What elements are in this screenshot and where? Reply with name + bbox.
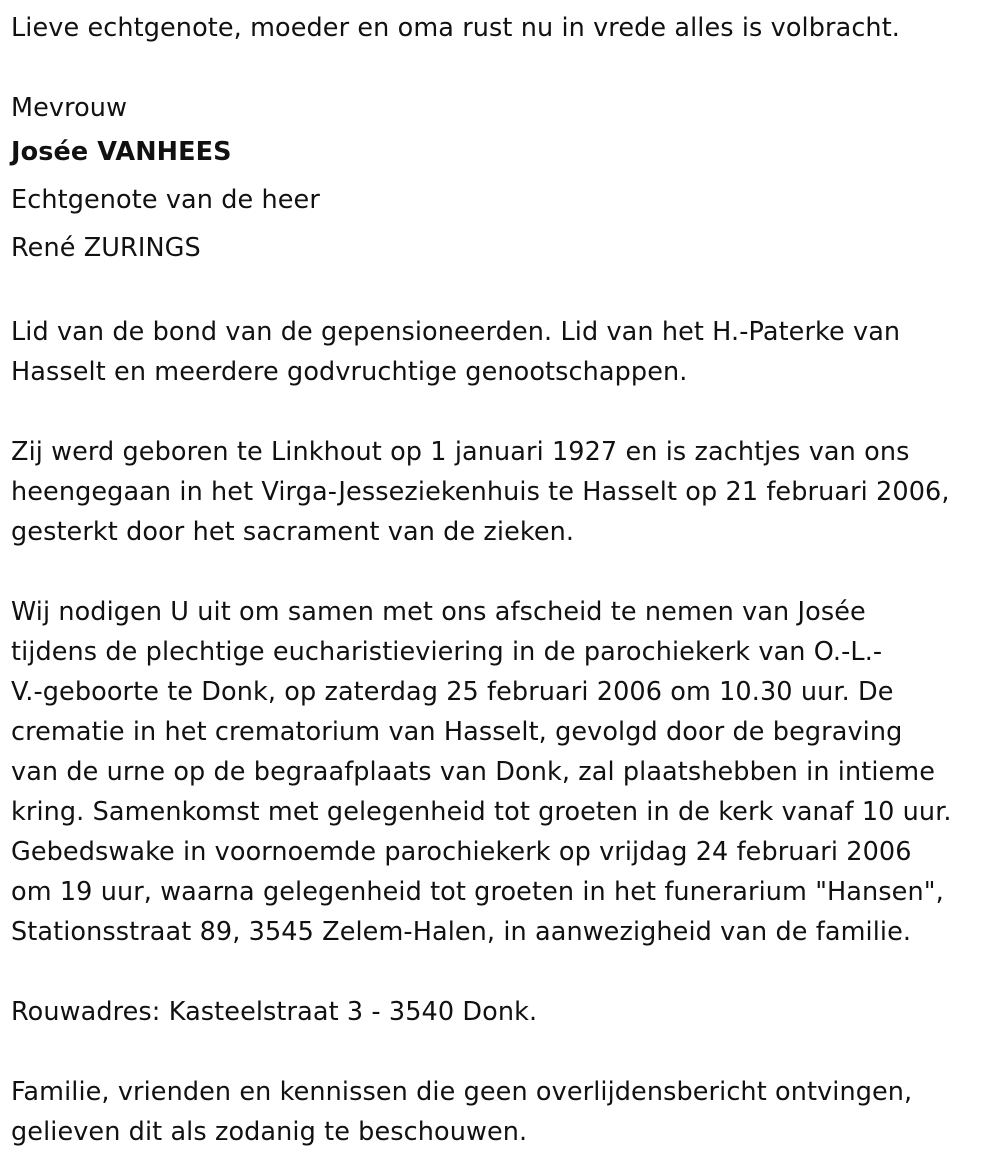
spouse-label: Echtgenote van de heer xyxy=(11,185,320,215)
honorific: Mevrouw xyxy=(11,93,128,123)
membership-paragraph xyxy=(11,312,988,392)
invitation-paragraph xyxy=(11,592,988,952)
spouse-name: René ZURINGS xyxy=(11,233,201,263)
paragraph-line: V.-geboorte te Donk, op zaterdag 25 februari 2006 om 10.30 uur. De xyxy=(11,677,894,707)
paragraph-line: kring. Samenkomst met gelegenheid tot groeten in de kerk vanaf 10 uur. xyxy=(11,797,952,827)
paragraph-line: om 19 uur, waarna gelegenheid tot groeten in het funerarium "Hansen", xyxy=(11,877,944,907)
paragraph-line: heengegaan in het Virga-Jesseziekenhuis te Hasselt op 21 februari 2006, xyxy=(11,477,950,507)
paragraph-line: gelieven dit als zodanig te beschouwen. xyxy=(11,1117,528,1147)
paragraph-line: van de urne op de begraafplaats van Donk, zal plaatshebben in intieme xyxy=(11,757,936,787)
paragraph-line: crematie in het crematorium van Hasselt, gevolgd door de begraving xyxy=(11,717,903,747)
paragraph-line: tijdens de plechtige eucharistieviering in de parochiekerk van O.-L.- xyxy=(11,637,883,667)
paragraph-line: Stationsstraat 89, 3545 Zelem-Halen, in aanwezigheid van de familie. xyxy=(11,917,912,947)
paragraph-line: Wij nodigen U uit om samen met ons afscheid te nemen van Josée xyxy=(11,597,866,627)
mourning-address: Rouwadres: Kasteelstraat 3 - 3540 Donk. xyxy=(11,997,538,1027)
closing-paragraph xyxy=(11,1072,988,1152)
paragraph-line: Familie, vrienden en kennissen die geen overlijdensbericht ontvingen, xyxy=(11,1077,913,1107)
address-paragraph xyxy=(11,992,988,1032)
paragraph-line: Hasselt en meerdere godvruchtige genootschappen. xyxy=(11,357,688,387)
intro-text: Lieve echtgenote, moeder en oma rust nu in vrede alles is volbracht. xyxy=(11,13,901,43)
deceased-name: Josée VANHEES xyxy=(11,137,232,167)
paragraph-line: Zij werd geboren te Linkhout op 1 januari 1927 en is zachtjes van ons xyxy=(11,437,910,467)
birth-death-paragraph xyxy=(11,432,988,552)
paragraph-line: gesterkt door het sacrament van de zieken. xyxy=(11,517,575,547)
paragraph-line: Lid van de bond van de gepensioneerden. Lid van het H.-Paterke van xyxy=(11,317,901,347)
paragraph-line: Gebedswake in voornoemde parochiekerk op vrijdag 24 februari 2006 xyxy=(11,837,912,867)
